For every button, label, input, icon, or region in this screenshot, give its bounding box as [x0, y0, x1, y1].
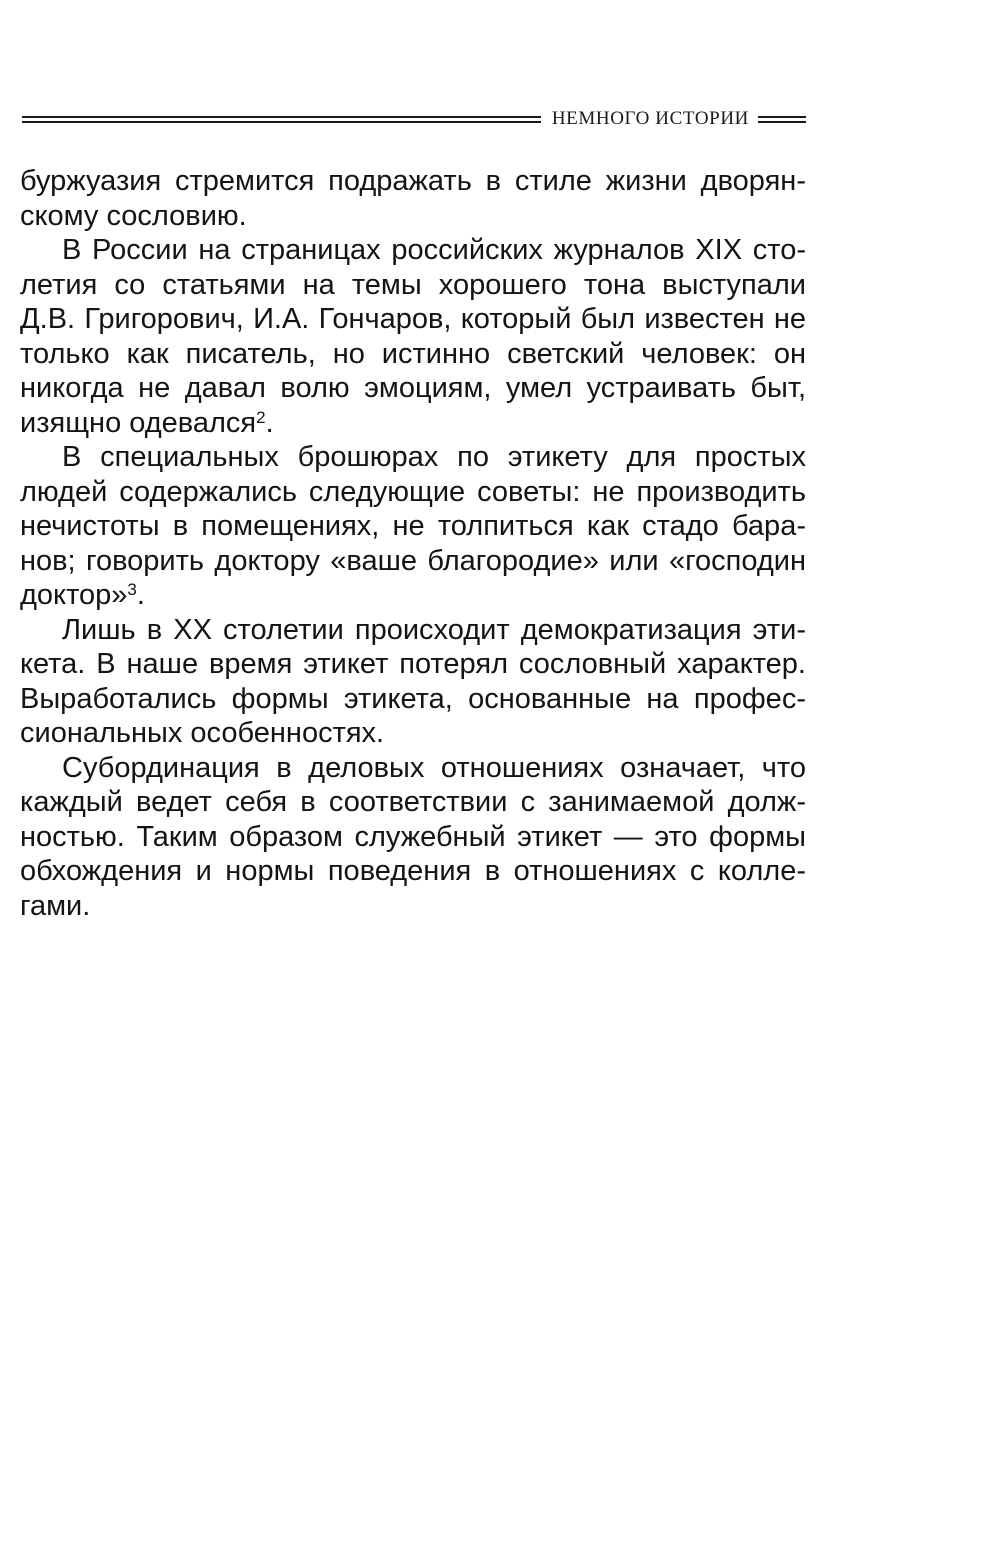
footnote-marker: 3 [127, 580, 137, 600]
paragraph-text: В специальных брошюрах по этикету для простых людей содержались следующие советы: не производить нечистоты в помещениях, не толпиться как стадо баранов; говорить доктору «ваше благородие» или «господин доктор» [20, 441, 806, 611]
paragraph-continuation [20, 164, 806, 233]
running-header-title: НЕМНОГО ИСТОРИИ [551, 108, 749, 129]
paragraph [20, 613, 806, 751]
paragraph-text: В России на страницах российских журналов XIX столетия со статьями на темы хорошего тона выступали Д.В. Григорович, И.А. Гончаров, который был известен не только как писатель, но истинно светский человек: он никогда не давал волю эмоциям, умел устраивать быт, изящно одевался [20, 234, 806, 439]
paragraph-text: буржуазия стремится подражать в стиле жизни дворянскому сословию. [20, 165, 806, 232]
footnote-marker: 2 [256, 407, 266, 427]
header-rule-left [22, 116, 541, 123]
header-rule-right [758, 116, 806, 123]
paragraph-text: Субординация в деловых отношениях означает, что каждый ведет себя в соответствии с занимаемой должностью. Таким образом служебный этикет — это формы обхождения и нормы поведения в отношениях с коллегами. [20, 751, 806, 922]
paragraph [20, 440, 806, 613]
paragraph-end-punct: . [265, 406, 274, 439]
paragraph [20, 233, 806, 440]
running-header [22, 106, 806, 132]
body-text [20, 164, 806, 923]
paragraph [20, 751, 806, 924]
paragraph-text: Лишь в XX столетии происходит демократизация этикета. В наше время этикет потерял сословный характер. Выработались формы этикета, основанные на профессиональных особенностях. [20, 613, 806, 749]
paragraph-end-punct: . [136, 579, 145, 611]
